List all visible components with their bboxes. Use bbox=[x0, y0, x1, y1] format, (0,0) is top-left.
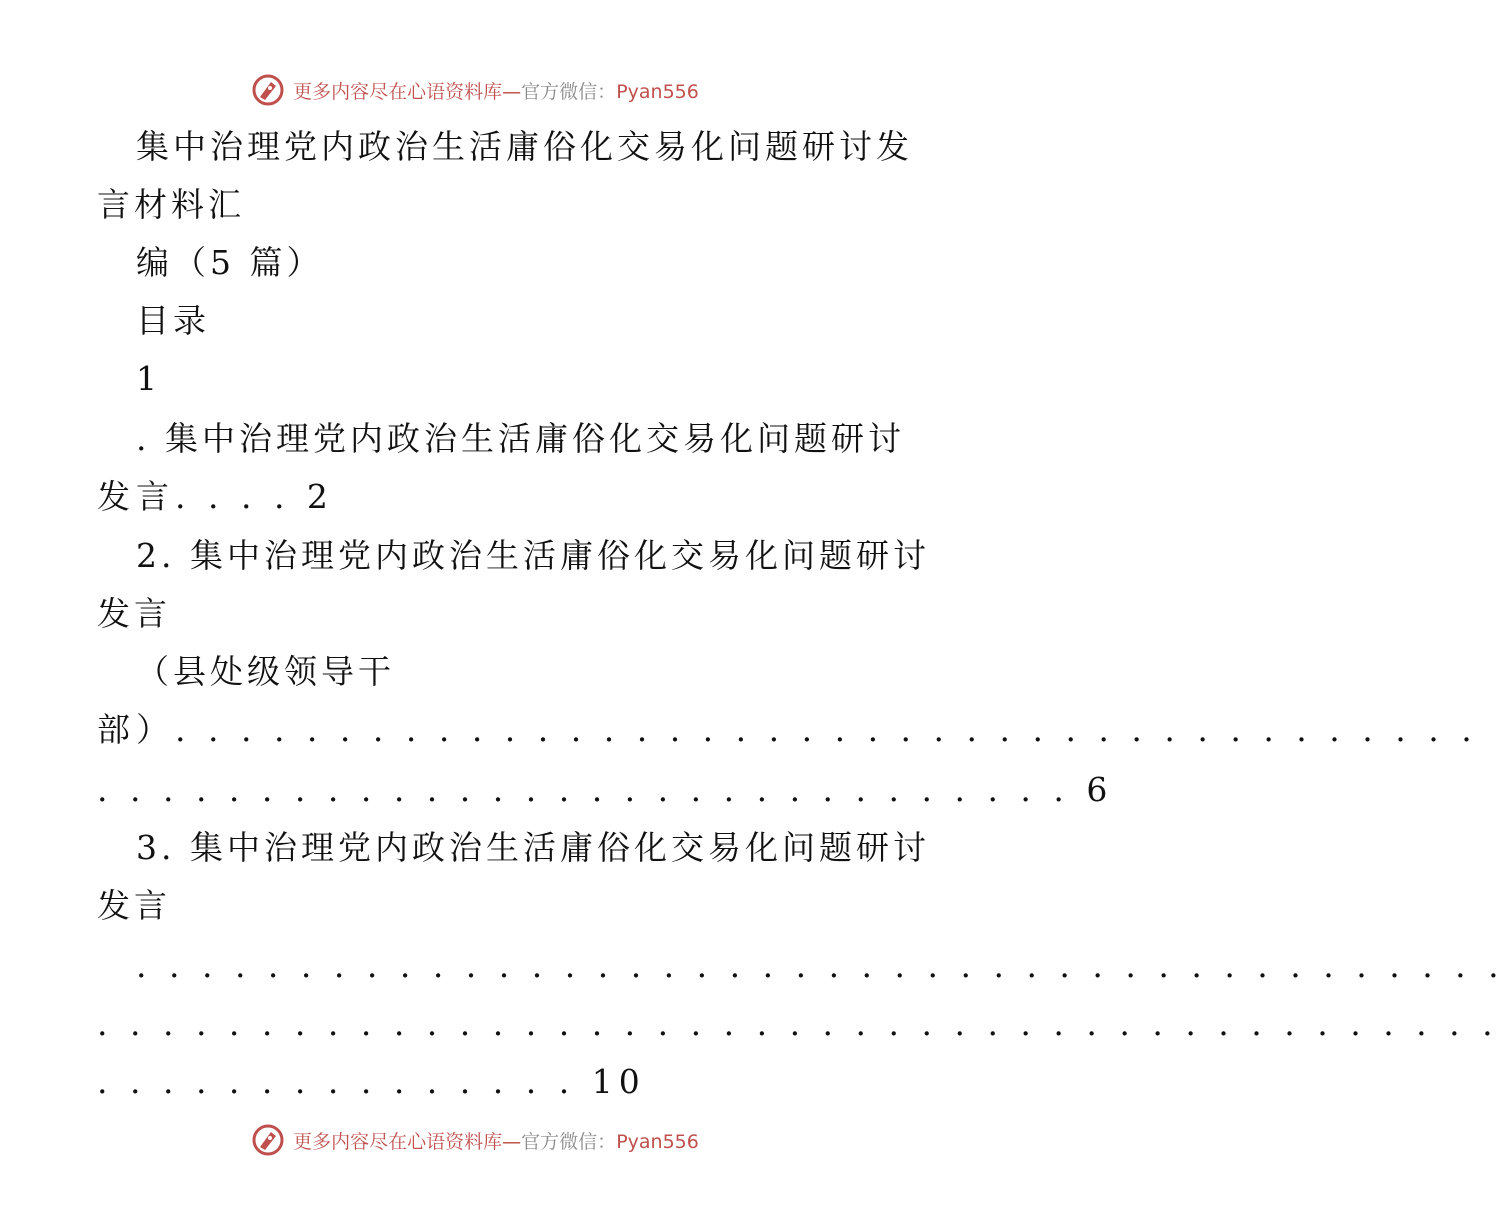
toc-heading: 目录 bbox=[136, 301, 210, 340]
footer-banner bbox=[0, 1118, 950, 1162]
toc-item-3-line-1: 3. 集中治理党内政治生活庸俗化交易化问题研讨 bbox=[136, 828, 930, 867]
banner-site-name: 更多内容尽在心语资料库 bbox=[293, 80, 503, 103]
banner-dash: — bbox=[502, 80, 522, 103]
toc-item-2-line-2: 发言 bbox=[97, 594, 171, 633]
footer-dash: — bbox=[502, 1130, 522, 1153]
toc-item-1-line-1: . 集中治理党内政治生活庸俗化交易化问题研讨 bbox=[136, 419, 905, 458]
footer-account: Pyan556 bbox=[616, 1130, 699, 1153]
footer-site-name: 更多内容尽在心语资料库 bbox=[293, 1130, 503, 1153]
toc-item-2-line-4: 部）. . . . . . . . . . . . . . . . . . . . . . . . . . . . . . . . . . . . . . . . bbox=[97, 710, 1478, 749]
doc-title-line-1: 集中治理党内政治生活庸俗化交易化问题研讨发 bbox=[136, 127, 913, 166]
toc-item-3-line-3: . . . . . . . . . . . . . . . . . . . . . . . . . . . . . . . . . . . . . . . . . . bbox=[136, 946, 1505, 985]
banner-account: Pyan556 bbox=[616, 80, 699, 103]
banner-wechat-label: 官方微信： bbox=[521, 80, 617, 103]
doc-title-line-2: 言材料汇 bbox=[97, 185, 245, 224]
toc-item-3-line-4: . . . . . . . . . . . . . . . . . . . . . . . . . . . . . . . . . . . . . . . . . . . bbox=[97, 1004, 1499, 1043]
toc-item-1-line-2: 发言. . . . 2 bbox=[97, 477, 334, 516]
pen-nib-circle-icon bbox=[251, 1123, 285, 1157]
footer-wechat-label: 官方微信： bbox=[521, 1130, 617, 1153]
toc-item-2-line-3: （县处级领导干 bbox=[136, 652, 395, 691]
toc-item-1-number: 1 bbox=[136, 359, 161, 398]
footer-banner-content bbox=[251, 1123, 699, 1157]
toc-item-3-line-5: . . . . . . . . . . . . . . . 10 bbox=[97, 1062, 646, 1101]
toc-item-2-line-5: . . . . . . . . . . . . . . . . . . . . . . . . . . . . . . 6 bbox=[97, 770, 1114, 809]
footer-banner-text bbox=[293, 1127, 699, 1154]
toc-item-2-line-1: 2. 集中治理党内政治生活庸俗化交易化问题研讨 bbox=[136, 536, 930, 575]
doc-title-line-3: 编（5 篇） bbox=[136, 243, 324, 282]
toc-item-3-line-2: 发言 bbox=[97, 886, 171, 925]
